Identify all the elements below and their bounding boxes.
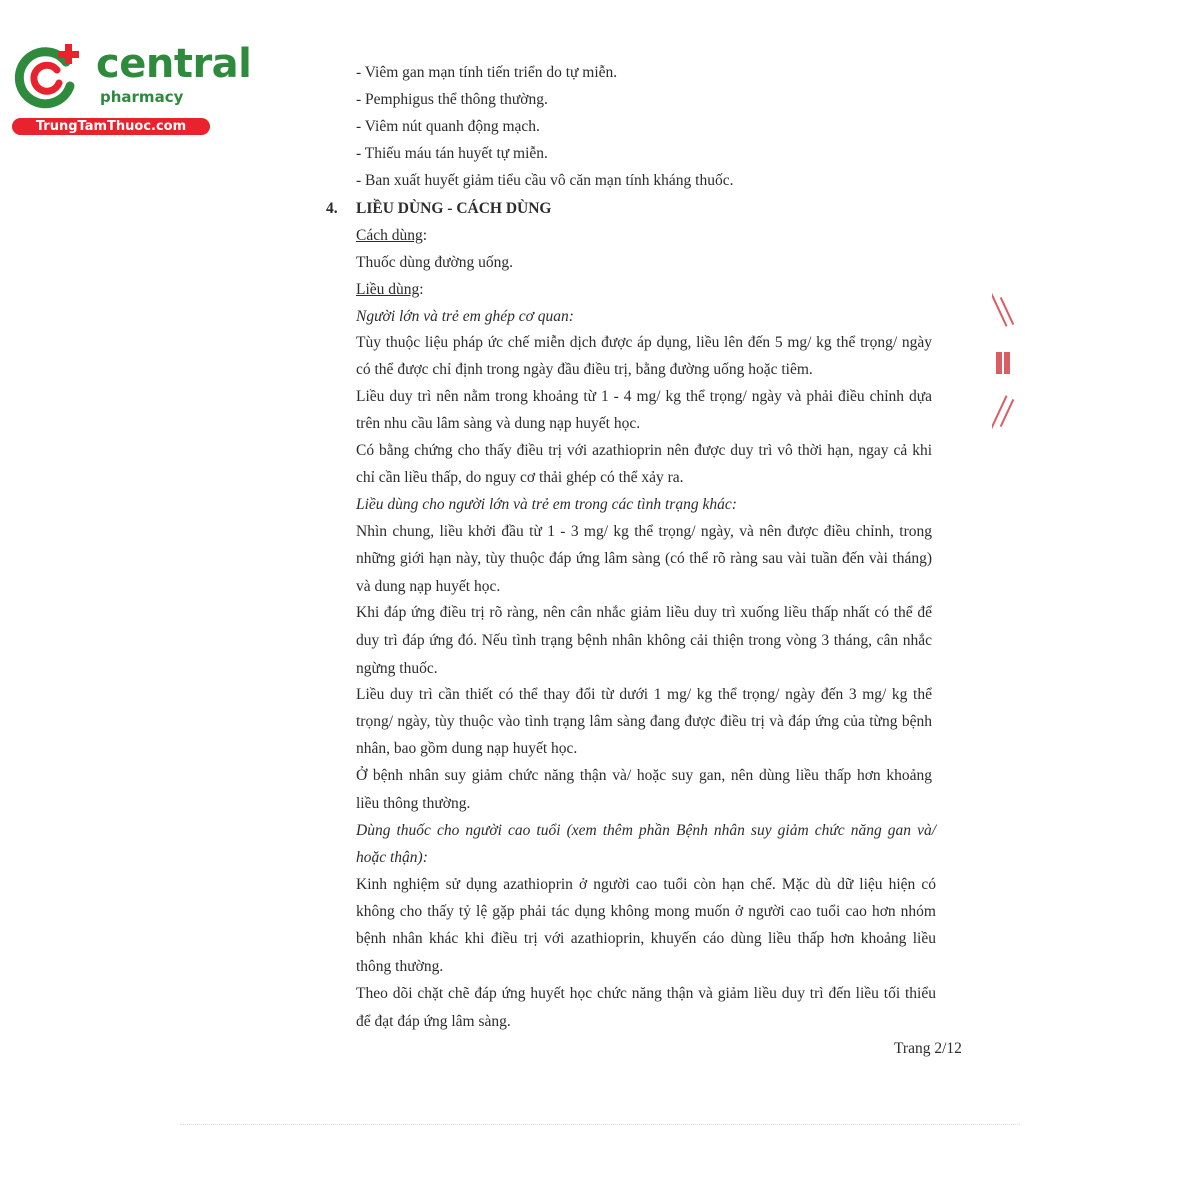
section-title: LIỀU DÙNG - CÁCH DÙNG bbox=[356, 200, 552, 217]
scan-edge-line bbox=[180, 1124, 1020, 1126]
page-number: Trang 2/12 bbox=[894, 1040, 962, 1057]
paragraph-line: Ở bệnh nhân suy giảm chức năng thận và/ hoặc suy gan, nên dùng liều thấp hơn khoảng bbox=[356, 767, 932, 784]
other-conditions-heading: Liều dùng cho người lớn và trẻ em trong các tình trạng khác: bbox=[356, 496, 737, 513]
dosage-label: Liều dùng bbox=[356, 281, 420, 298]
logo-site-banner: TrungTamThuoc.com bbox=[12, 118, 210, 135]
paragraph-line: ngừng thuốc. bbox=[356, 660, 438, 677]
red-stamp-icon bbox=[992, 290, 1022, 440]
paragraph-line: chỉ cần liều thấp, do nguy cơ thải ghép có thể xảy ra. bbox=[356, 469, 684, 486]
paragraph-line: Liều duy trì cần thiết có thể thay đổi từ dưới 1 mg/ kg thể trọng/ ngày đến 3 mg/ kg thể bbox=[356, 686, 932, 703]
paragraph-line: duy trì đáp ứng đó. Nếu tình trạng bệnh nhân không cải thiện trong vòng 3 tháng, cân nhắc bbox=[356, 632, 932, 649]
logo-subtitle: pharmacy bbox=[100, 88, 184, 106]
paragraph-line: những giới hạn này, tùy thuộc đáp ứng lâm sàng (có thể rõ ràng sau vài tuần đến vài tháng) bbox=[356, 550, 932, 567]
elderly-heading: Dùng thuốc cho người cao tuổi (xem thêm phần Bệnh nhân suy giảm chức năng gan và/ bbox=[356, 822, 936, 839]
paragraph-line: bệnh nhân khác khi điều trị với azathioprin, khuyến cáo dùng liều thấp hơn khoảng liều bbox=[356, 930, 936, 947]
dosage-label-line: Liều dùng: bbox=[356, 281, 424, 298]
list-item: - Ban xuất huyết giảm tiểu cầu vô căn mạn tính kháng thuốc. bbox=[356, 172, 734, 189]
paragraph-line: có thể được chỉ định trong ngày đầu điều trị, bằng đường uống hoặc tiêm. bbox=[356, 361, 813, 378]
list-item: - Thiếu máu tán huyết tự miễn. bbox=[356, 145, 548, 162]
paragraph-line: Kinh nghiệm sử dụng azathioprin ở người cao tuổi còn hạn chế. Mặc dù dữ liệu hiện có bbox=[356, 876, 936, 893]
paragraph-line: không cho thấy tỷ lệ gặp phải tác dụng không mong muốn ở người cao tuổi cao hơn nhóm bbox=[356, 903, 936, 920]
paragraph-line: Tùy thuộc liệu pháp ức chế miễn dịch được áp dụng, liều lên đến 5 mg/ kg thể trọng/ ngày bbox=[356, 334, 932, 351]
elderly-heading: hoặc thận): bbox=[356, 849, 428, 866]
paragraph-line: Khi đáp ứng điều trị rõ ràng, nên cân nhắc giảm liều duy trì xuống liều thấp nhất có thể để bbox=[356, 604, 932, 621]
paragraph-line: trọng/ ngày, tùy thuộc vào tình trạng lâm sàng đang được điều trị và đáp ứng của từng bệnh bbox=[356, 713, 932, 730]
paragraph-line: và dung nạp huyết học. bbox=[356, 578, 501, 595]
paragraph-line: liều thông thường. bbox=[356, 795, 471, 812]
section-number: 4. bbox=[326, 200, 338, 217]
list-item: - Viêm nút quanh động mạch. bbox=[356, 118, 540, 135]
paragraph-line: Liều duy trì nên nằm trong khoảng từ 1 - 4 mg/ kg thể trọng/ ngày và phải điều chỉnh dựa bbox=[356, 388, 932, 405]
paragraph-line: để đạt đáp ứng lâm sàng. bbox=[356, 1013, 511, 1030]
paragraph-line: nhân, bao gồm dung nạp huyết học. bbox=[356, 740, 578, 757]
paragraph-line: trên nhu cầu lâm sàng và dung nạp huyết học. bbox=[356, 415, 641, 432]
logo-name: central bbox=[96, 41, 252, 87]
paragraph-line: Theo dõi chặt chẽ đáp ứng huyết học chức năng thận và giảm liều duy trì đến liều tối thiểu bbox=[356, 985, 936, 1002]
usage-text: Thuốc dùng đường uống. bbox=[356, 254, 513, 271]
adults-heading: Người lớn và trẻ em ghép cơ quan: bbox=[356, 308, 574, 325]
paragraph-line: thông thường. bbox=[356, 958, 444, 975]
usage-label: Cách dùng bbox=[356, 227, 423, 244]
list-item: - Pemphigus thể thông thường. bbox=[356, 91, 548, 108]
paragraph-line: Có bằng chứng cho thấy điều trị với azathioprin nên được duy trì vô thời hạn, ngay cả khi bbox=[356, 442, 932, 459]
usage-label-line: Cách dùng: bbox=[356, 227, 428, 244]
paragraph-line: Nhìn chung, liều khởi đầu từ 1 - 3 mg/ kg thể trọng/ ngày, và nên được điều chỉnh, trong bbox=[356, 523, 932, 540]
list-item: - Viêm gan mạn tính tiến triển do tự miễn. bbox=[356, 64, 618, 81]
